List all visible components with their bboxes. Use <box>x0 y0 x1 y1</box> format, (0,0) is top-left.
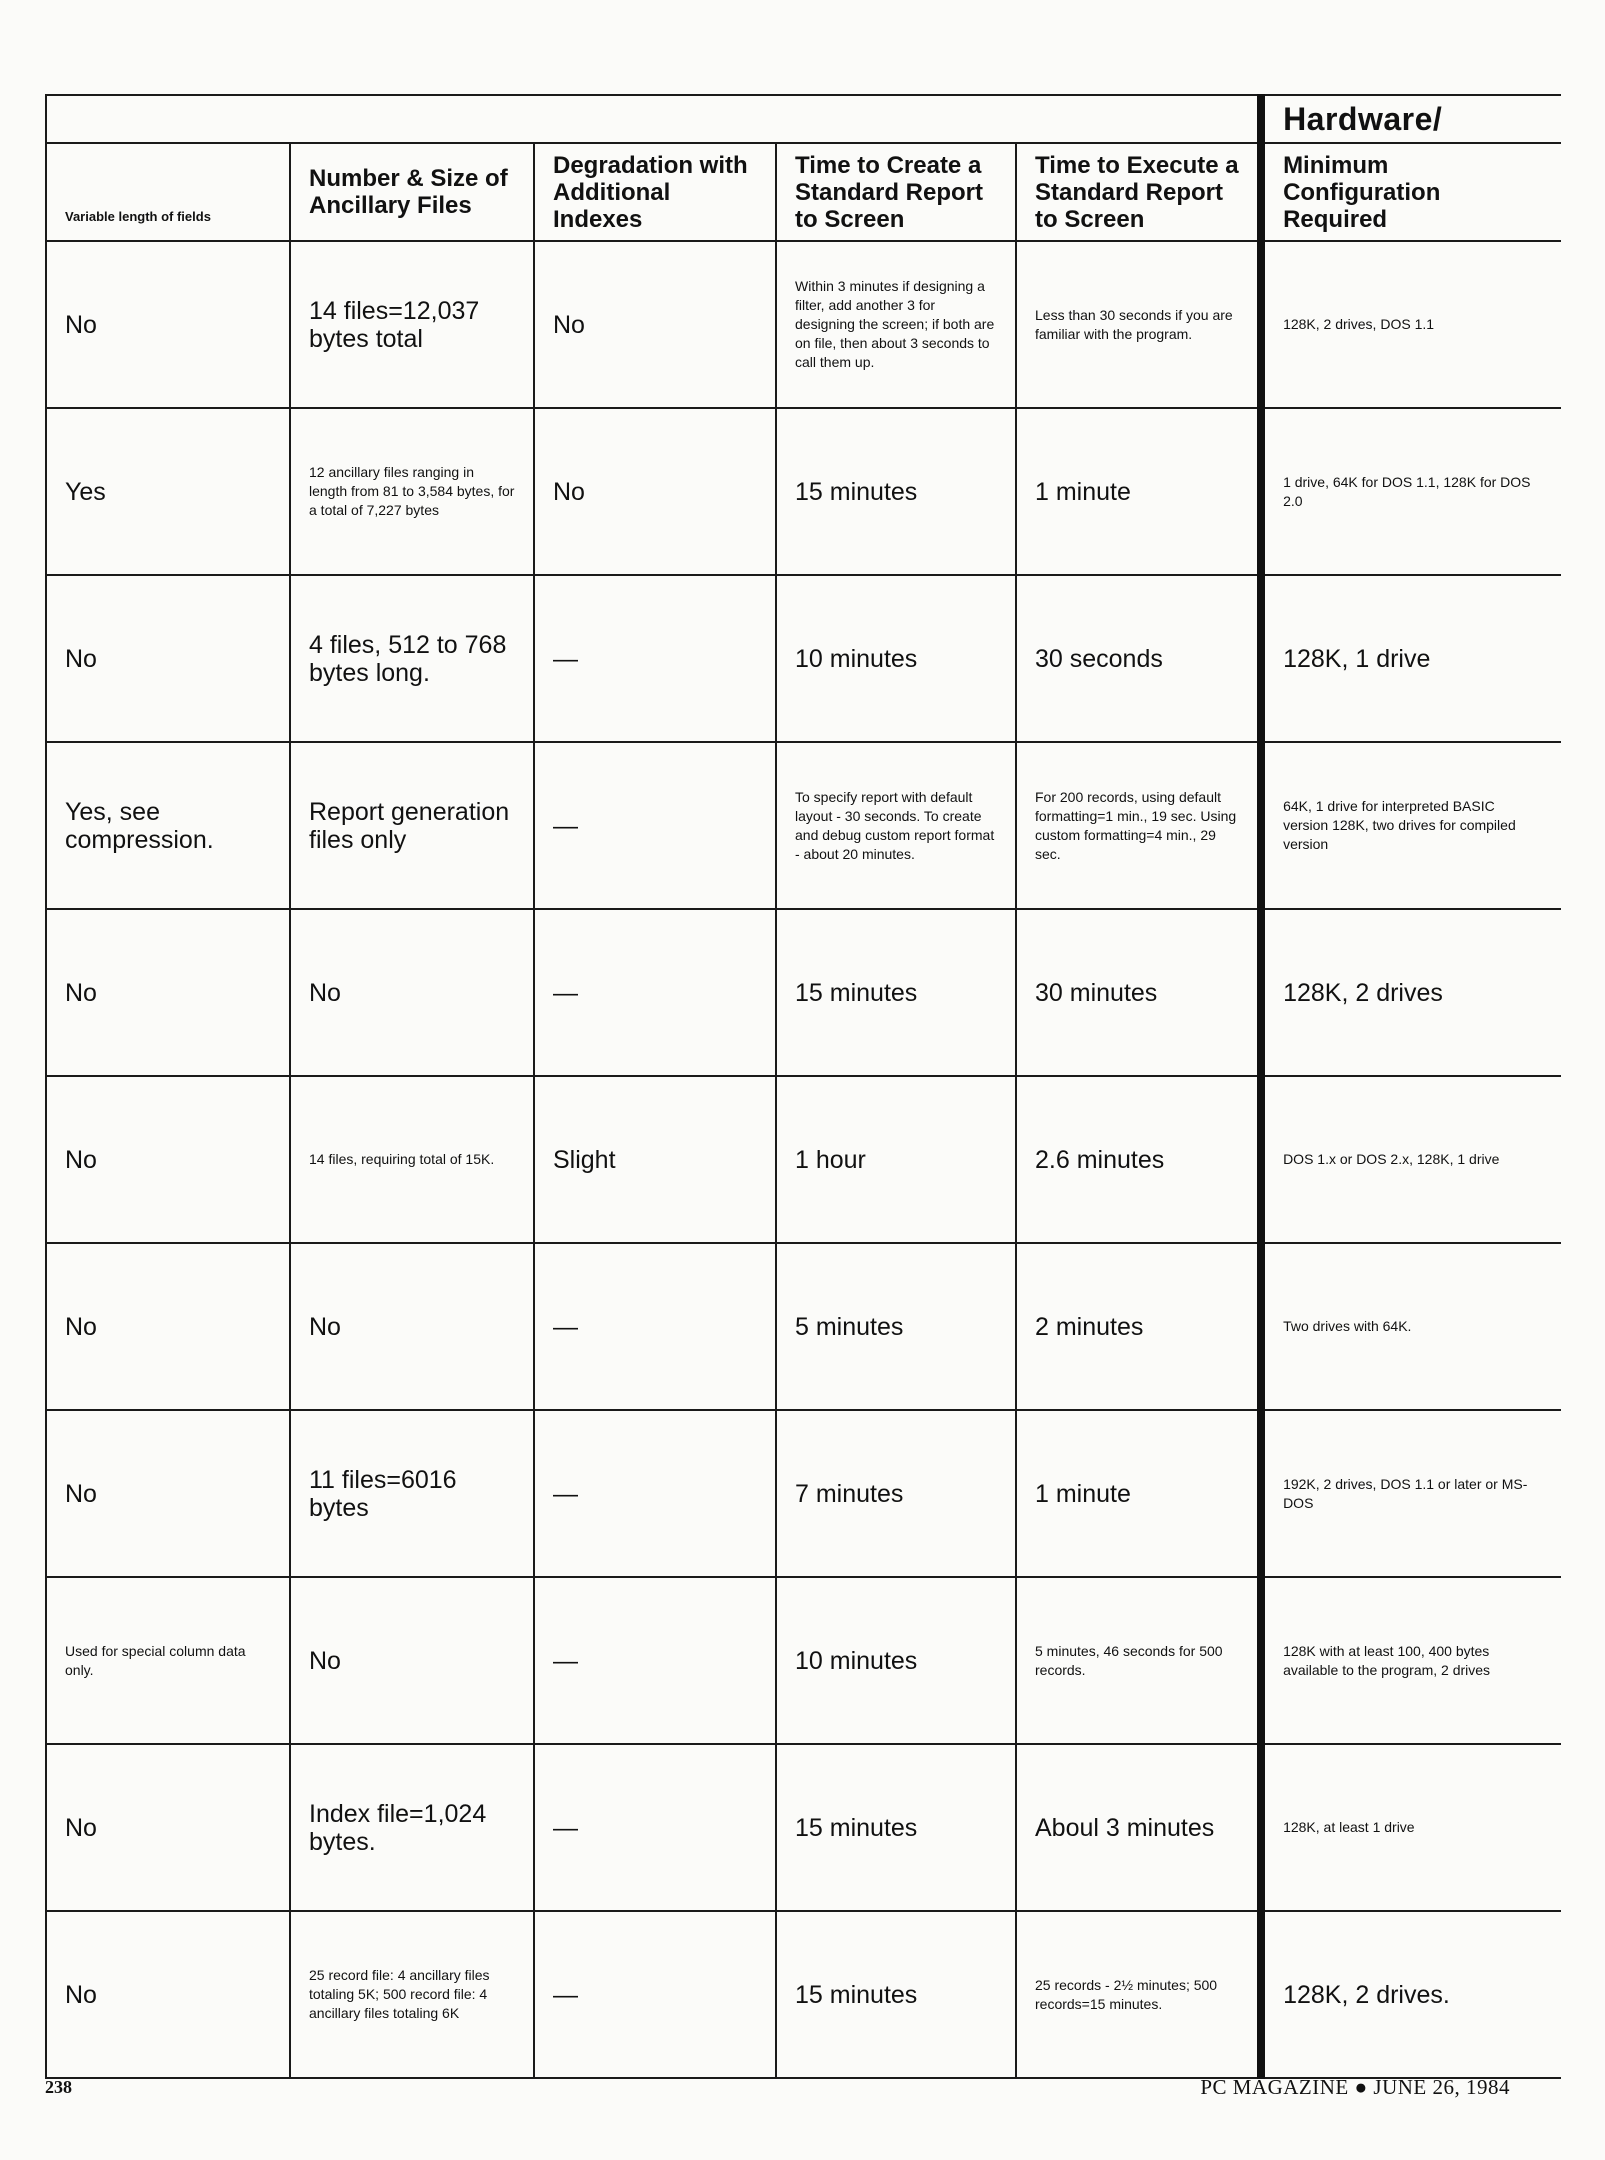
title-blank-cell <box>46 95 1261 143</box>
table-row <box>46 408 1561 575</box>
cell-time-create: 15 minutes <box>776 408 1016 575</box>
cell-variable: Yes, see compression. <box>46 742 290 909</box>
cell-degradation: No <box>534 408 776 575</box>
header-ancillary-files: Number & Size of Ancillary Files <box>290 143 534 241</box>
publication-footer: PC MAGAZINE ● JUNE 26, 1984 <box>1200 2075 1510 2099</box>
table-row <box>46 575 1561 742</box>
cell-config: 64K, 1 drive for interpreted BASIC version 128K, two drives for compiled version <box>1261 742 1561 909</box>
cell-variable: No <box>46 575 290 742</box>
cell-degradation: — <box>534 1577 776 1744</box>
cell-config: 192K, 2 drives, DOS 1.1 or later or MS-DOS <box>1261 1410 1561 1577</box>
cell-time-execute: For 200 records, using default formatting=1 min., 19 sec. Using custom formatting=4 min., 29 sec. <box>1016 742 1261 909</box>
cell-config: 128K, 2 drives, DOS 1.1 <box>1261 241 1561 408</box>
table-row <box>46 1243 1561 1410</box>
cell-ancillary: No <box>290 909 534 1076</box>
table-row <box>46 1911 1561 2078</box>
cell-time-execute: 2.6 minutes <box>1016 1076 1261 1243</box>
table-row <box>46 241 1561 408</box>
cell-degradation: Slight <box>534 1076 776 1243</box>
cell-variable: Used for special column data only. <box>46 1577 290 1744</box>
cell-time-execute: Aboul 3 minutes <box>1016 1744 1261 1911</box>
cell-config: 1 drive, 64K for DOS 1.1, 128K for DOS 2.0 <box>1261 408 1561 575</box>
cell-config: 128K, 1 drive <box>1261 575 1561 742</box>
cell-time-create: 15 minutes <box>776 1744 1016 1911</box>
cell-time-create: 15 minutes <box>776 1911 1016 2078</box>
cell-variable: No <box>46 1911 290 2078</box>
cell-ancillary: Index file=1,024 bytes. <box>290 1744 534 1911</box>
cell-time-execute: 1 minute <box>1016 1410 1261 1577</box>
hardware-title: Hardware/ <box>1261 95 1561 143</box>
header-variable-length: Variable length of fields <box>65 209 211 224</box>
table-row <box>46 1076 1561 1243</box>
cell-degradation: — <box>534 742 776 909</box>
header-degradation: Degradation with Additional Indexes <box>534 143 776 241</box>
cell-ancillary: 4 files, 512 to 768 bytes long. <box>290 575 534 742</box>
cell-time-create: 10 minutes <box>776 1577 1016 1744</box>
cell-ancillary: 25 record file: 4 ancillary files totaling 5K; 500 record file: 4 ancillary files totaling 6K <box>290 1911 534 2078</box>
cell-time-execute: 2 minutes <box>1016 1243 1261 1410</box>
table-row <box>46 1410 1561 1577</box>
cell-config: 128K, at least 1 drive <box>1261 1744 1561 1911</box>
cell-degradation: — <box>534 1410 776 1577</box>
table-row <box>46 909 1561 1076</box>
cell-time-create: 15 minutes <box>776 909 1016 1076</box>
cell-time-create: 10 minutes <box>776 575 1016 742</box>
cell-variable: No <box>46 1410 290 1577</box>
page-number: 238 <box>45 2077 72 2097</box>
cell-time-create: 7 minutes <box>776 1410 1016 1577</box>
cell-time-execute: 1 minute <box>1016 408 1261 575</box>
cell-time-create: To specify report with default layout - 30 seconds. To create and debug custom report format - about 20 minutes. <box>776 742 1016 909</box>
table-row <box>46 742 1561 909</box>
cell-degradation: — <box>534 1243 776 1410</box>
cell-time-execute: 30 minutes <box>1016 909 1261 1076</box>
cell-variable: No <box>46 241 290 408</box>
cell-time-execute: Less than 30 seconds if you are familiar with the program. <box>1016 241 1261 408</box>
cell-ancillary: No <box>290 1243 534 1410</box>
cell-config: Two drives with 64K. <box>1261 1243 1561 1410</box>
cell-ancillary: 11 files=6016 bytes <box>290 1410 534 1577</box>
cell-config: DOS 1.x or DOS 2.x, 128K, 1 drive <box>1261 1076 1561 1243</box>
cell-ancillary: 14 files=12,037 bytes total <box>290 241 534 408</box>
cell-variable: No <box>46 909 290 1076</box>
cell-variable: Yes <box>46 408 290 575</box>
cell-variable: No <box>46 1744 290 1911</box>
cell-ancillary: 14 files, requiring total of 15K. <box>290 1076 534 1243</box>
cell-ancillary: 12 ancillary files ranging in length from 81 to 3,584 bytes, for a total of 7,227 bytes <box>290 408 534 575</box>
table-title-row <box>46 95 1561 143</box>
cell-degradation: — <box>534 1744 776 1911</box>
table-row <box>46 1744 1561 1911</box>
table-row <box>46 1577 1561 1744</box>
cell-ancillary: No <box>290 1577 534 1744</box>
header-time-create: Time to Create a Standard Report to Screen <box>776 143 1016 241</box>
cell-degradation: No <box>534 241 776 408</box>
header-variable-length-cell <box>46 143 290 241</box>
cell-time-execute: 5 minutes, 46 seconds for 500 records. <box>1016 1577 1261 1744</box>
cell-time-create: 5 minutes <box>776 1243 1016 1410</box>
header-time-execute: Time to Execute a Standard Report to Screen <box>1016 143 1261 241</box>
comparison-table <box>45 94 1561 2079</box>
cell-config: 128K with at least 100, 400 bytes available to the program, 2 drives <box>1261 1577 1561 1744</box>
cell-time-execute: 25 records - 2½ minutes; 500 records=15 minutes. <box>1016 1911 1261 2078</box>
header-row <box>46 143 1561 241</box>
cell-variable: No <box>46 1076 290 1243</box>
cell-time-execute: 30 seconds <box>1016 575 1261 742</box>
cell-ancillary: Report generation files only <box>290 742 534 909</box>
cell-config: 128K, 2 drives <box>1261 909 1561 1076</box>
cell-variable: No <box>46 1243 290 1410</box>
cell-time-create: 1 hour <box>776 1076 1016 1243</box>
cell-time-create: Within 3 minutes if designing a filter, add another 3 for designing the screen; if both are on file, then about 3 seconds to call them up. <box>776 241 1016 408</box>
cell-degradation: — <box>534 909 776 1076</box>
cell-degradation: — <box>534 1911 776 2078</box>
cell-config: 128K, 2 drives. <box>1261 1911 1561 2078</box>
cell-degradation: — <box>534 575 776 742</box>
header-min-config: Minimum Configuration Required <box>1261 143 1561 241</box>
